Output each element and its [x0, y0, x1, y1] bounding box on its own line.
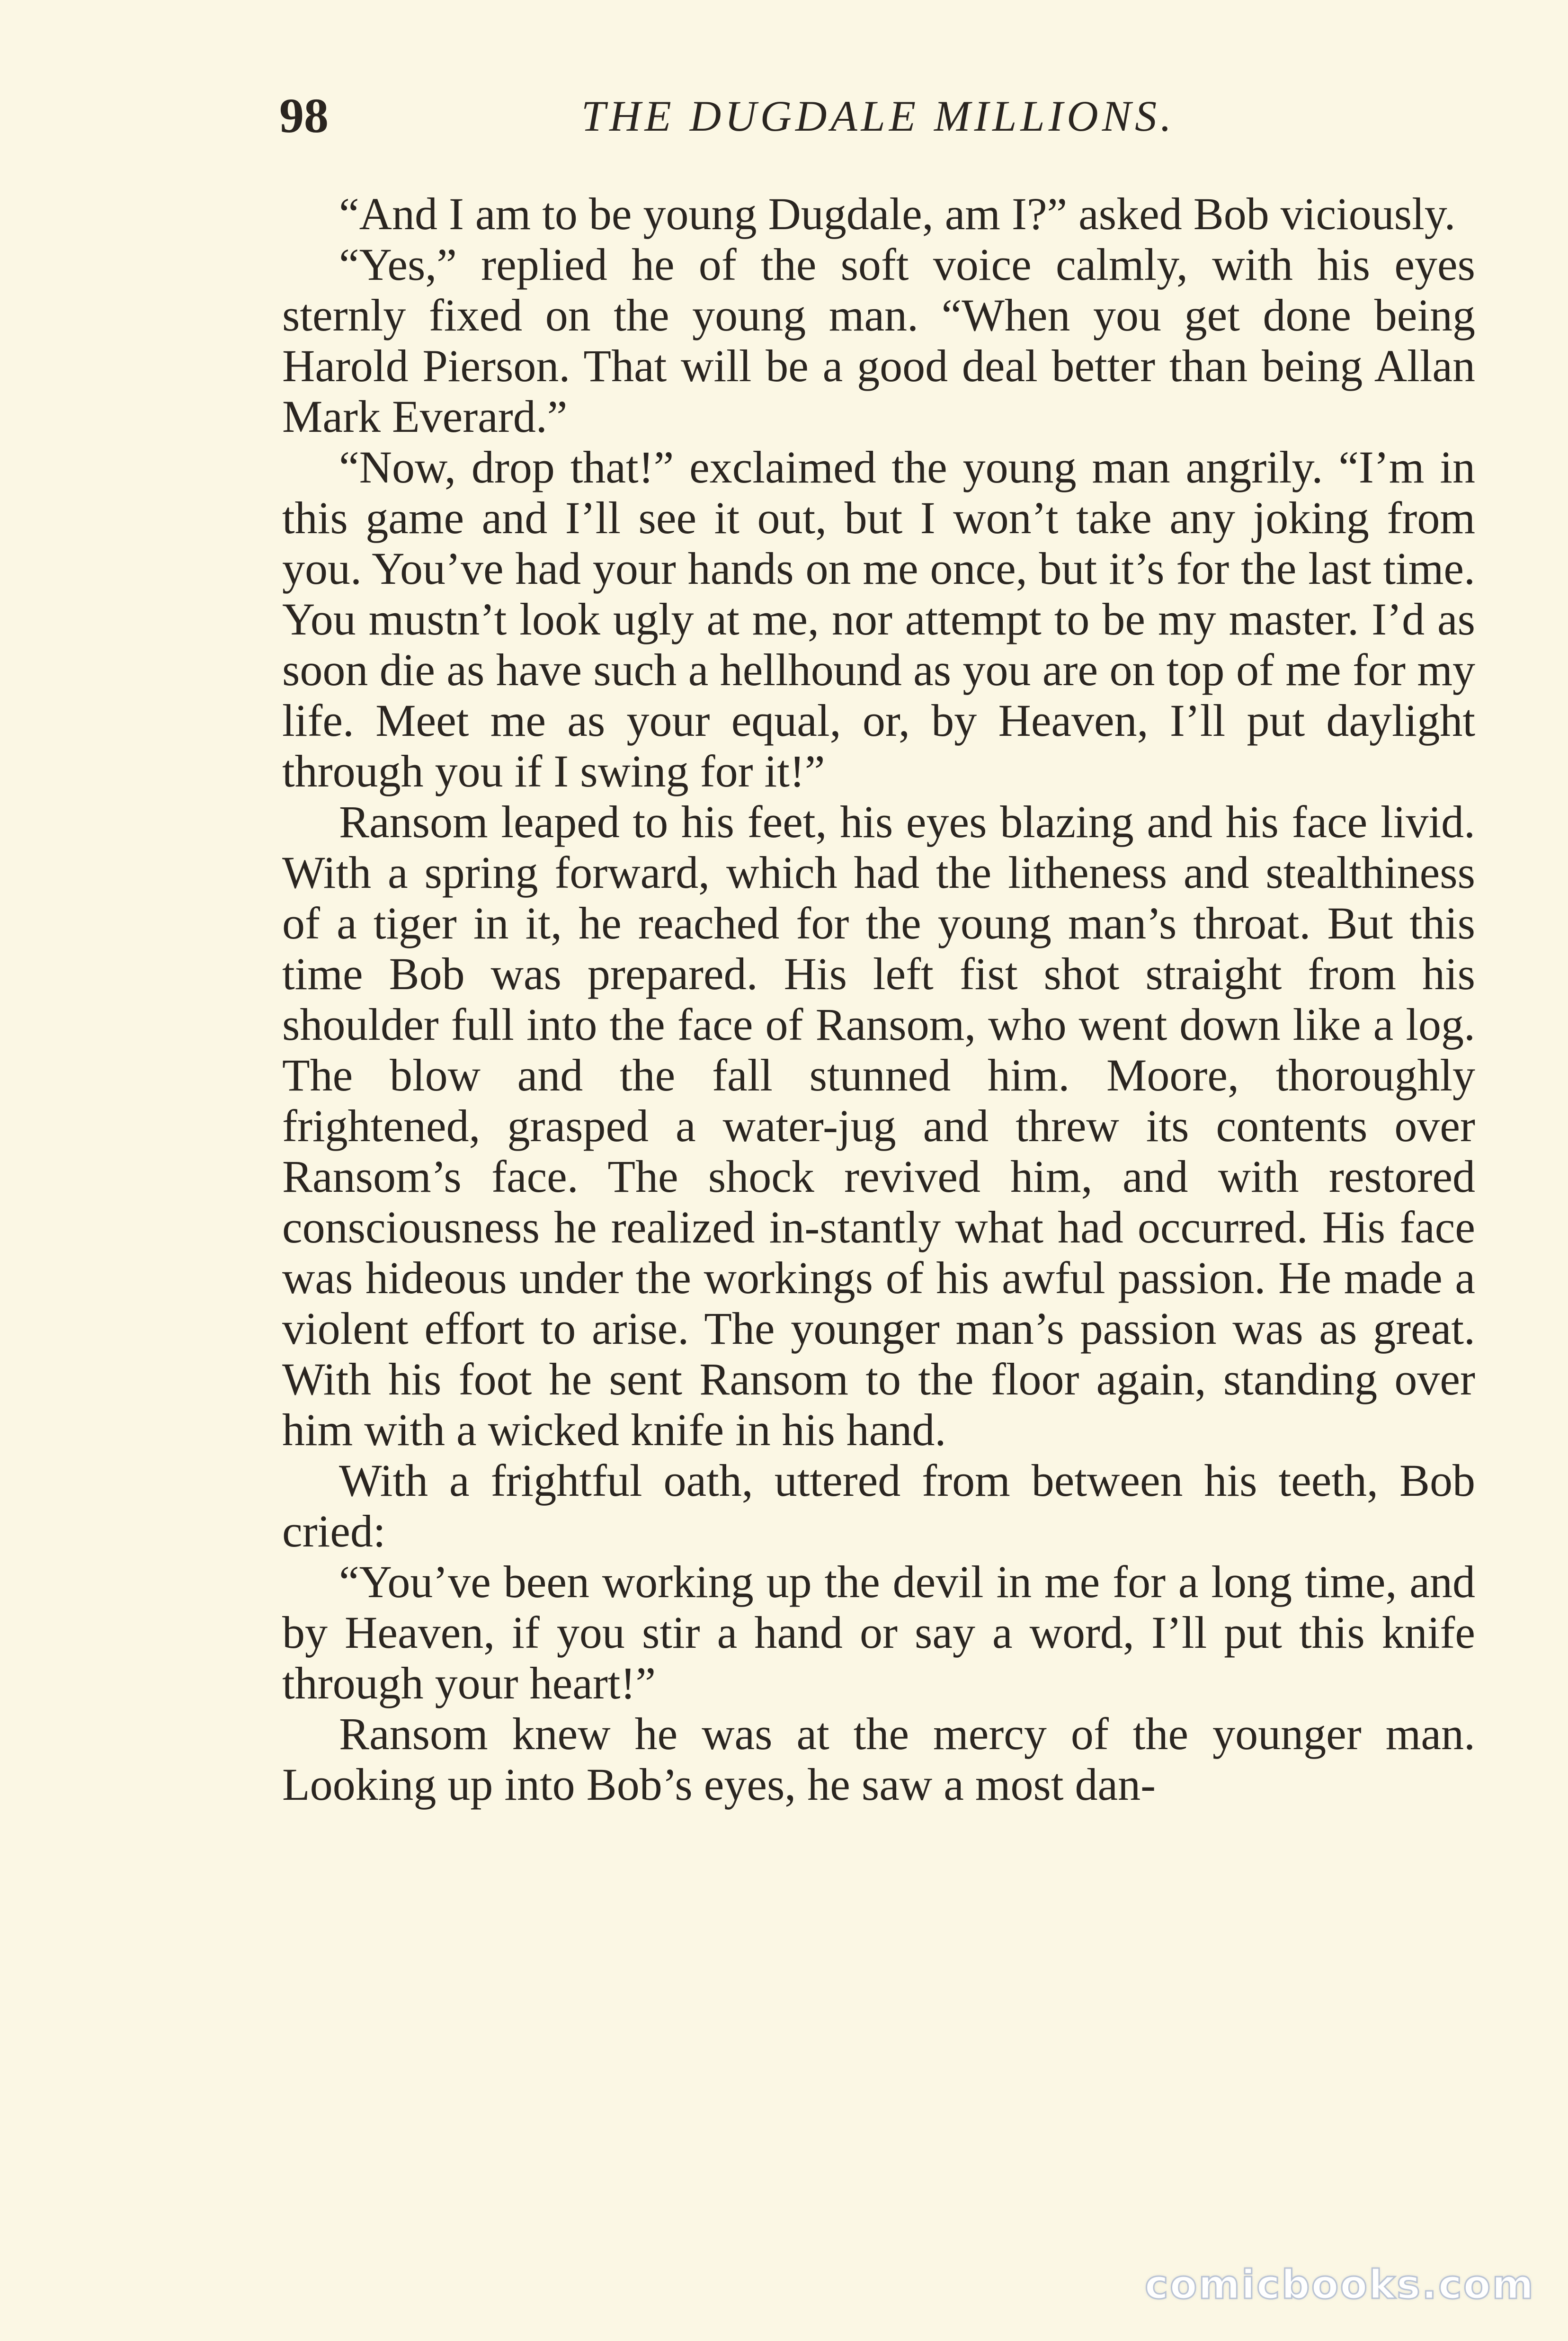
paragraph: “You’ve been working up the devil in me for a long time, and by Heaven, if you stir a hand or say a word, I’ll put this knife through your heart!” — [282, 1556, 1475, 1708]
paragraph: “And I am to be young Dugdale, am I?” asked Bob viciously. — [339, 188, 1456, 239]
page-header — [279, 83, 1477, 149]
running-title: THE DUGDALE MILLIONS. — [581, 92, 1176, 140]
paragraph: “Yes,” replied he of the soft voice calmly, with his eyes sternly fixed on the young man. “When you get done being Harold Pierson. That will be a good deal better than being Allan Mark Everard.” — [282, 239, 1475, 442]
paragraph: Ransom knew he was at the mercy of the younger man. Looking up into Bob’s eyes, he saw a most dan- — [282, 1708, 1475, 1810]
body-text — [282, 188, 1475, 1810]
page-number: 98 — [279, 89, 329, 143]
paragraph: Ransom leaped to his feet, his eyes blazing and his face livid. With a spring forward, which had the litheness and stealthiness of a tiger in it, he reached for the young man’s throat. But this time Bob was prepared. His left fist shot straight from his shoulder full into the face of Ransom, who went down like a log. The blow and the fall stunned him. Moore, thoroughly frightened, grasped a water-jug and threw its contents over Ransom’s face. The shock revived him, and with restored consciousness he realized in-stantly what had occurred. His face was hideous under the workings of his awful passion. He made a violent effort to arise. The younger man’s passion was as great. With his foot he sent Ransom to the floor again, standing over him with a wicked knife in his hand. — [282, 796, 1475, 1455]
watermark: comicbooks.com — [1145, 2261, 1535, 2308]
paragraph: With a frightful oath, uttered from between his teeth, Bob cried: — [282, 1455, 1475, 1556]
paragraph: “Now, drop that!” exclaimed the young man angrily. “I’m in this game and I’ll see it out, but I won’t take any joking from you. You’ve had your hands on me once, but it’s for the last time. You mustn’t look ugly at me, nor attempt to be my master. I’d as soon die as have such a hellhound as you are on top of me for my life. Meet me as your equal, or, by Heaven, I’ll put daylight through you if I swing for it!” — [282, 442, 1475, 796]
